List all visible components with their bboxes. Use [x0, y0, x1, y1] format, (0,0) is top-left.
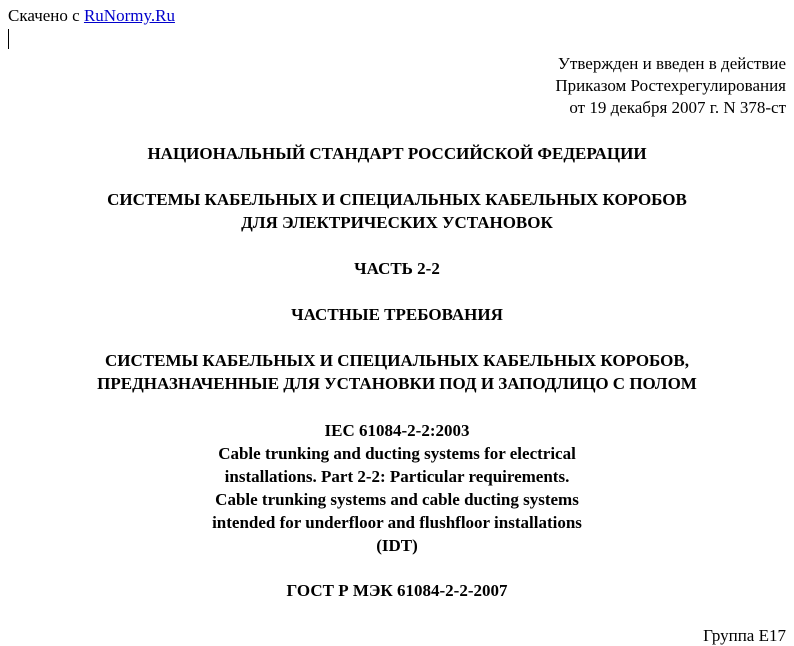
approval-line-1: Утвержден и введен в действие	[557, 54, 786, 73]
gost-code-text: ГОСТ Р МЭК 61084-2-2-2007	[286, 581, 508, 600]
main-title	[0, 188, 794, 234]
group-label: Группа Е17	[703, 626, 786, 645]
iec-line-4: intended for underfloor and flushfloor installations	[212, 513, 582, 532]
national-standard-title	[0, 142, 794, 165]
main-title-line-1: СИСТЕМЫ КАБЕЛЬНЫХ И СПЕЦИАЛЬНЫХ КАБЕЛЬНЫХ КОРОБОВ	[107, 190, 687, 209]
national-title-text: НАЦИОНАЛЬНЫЙ СТАНДАРТ РОССИЙСКОЙ ФЕДЕРАЦИИ	[147, 144, 647, 163]
text-cursor	[8, 29, 9, 49]
part-heading	[0, 257, 794, 280]
source-link[interactable]: RuNormy.Ru	[83, 6, 175, 25]
iec-line-1: Cable trunking and ducting systems for electrical	[218, 444, 576, 463]
main-title-line-2: ДЛЯ ЭЛЕКТРИЧЕСКИХ УСТАНОВОК	[241, 213, 553, 232]
iec-code: IEC 61084-2-2:2003	[324, 421, 470, 440]
part-text: ЧАСТЬ 2-2	[354, 259, 440, 278]
subtitle-line-1: СИСТЕМЫ КАБЕЛЬНЫХ И СПЕЦИАЛЬНЫХ КАБЕЛЬНЫХ КОРОБОВ,	[104, 351, 689, 370]
iec-line-2: installations. Part 2-2: Particular requirements.	[224, 467, 570, 486]
source-line	[8, 6, 175, 26]
requirements-text: ЧАСТНЫЕ ТРЕБОВАНИЯ	[291, 305, 503, 324]
iec-line-3: Cable trunking systems and cable ducting systems	[215, 490, 579, 509]
approval-line-2: Приказом Ростехрегулирования	[555, 76, 786, 95]
approval-block	[555, 53, 786, 119]
approval-line-3: от 19 декабря 2007 г. N 378-ст	[569, 98, 786, 117]
source-prefix: Скачено с	[8, 6, 84, 25]
requirements-heading	[0, 303, 794, 326]
subtitle	[0, 349, 794, 395]
subtitle-line-2: ПРЕДНАЗНАЧЕННЫЕ ДЛЯ УСТАНОВКИ ПОД И ЗАПОДЛИЦО С ПОЛОМ	[97, 374, 697, 393]
iec-block	[0, 419, 794, 557]
gost-code	[0, 579, 794, 602]
iec-line-5: (IDT)	[376, 536, 418, 555]
